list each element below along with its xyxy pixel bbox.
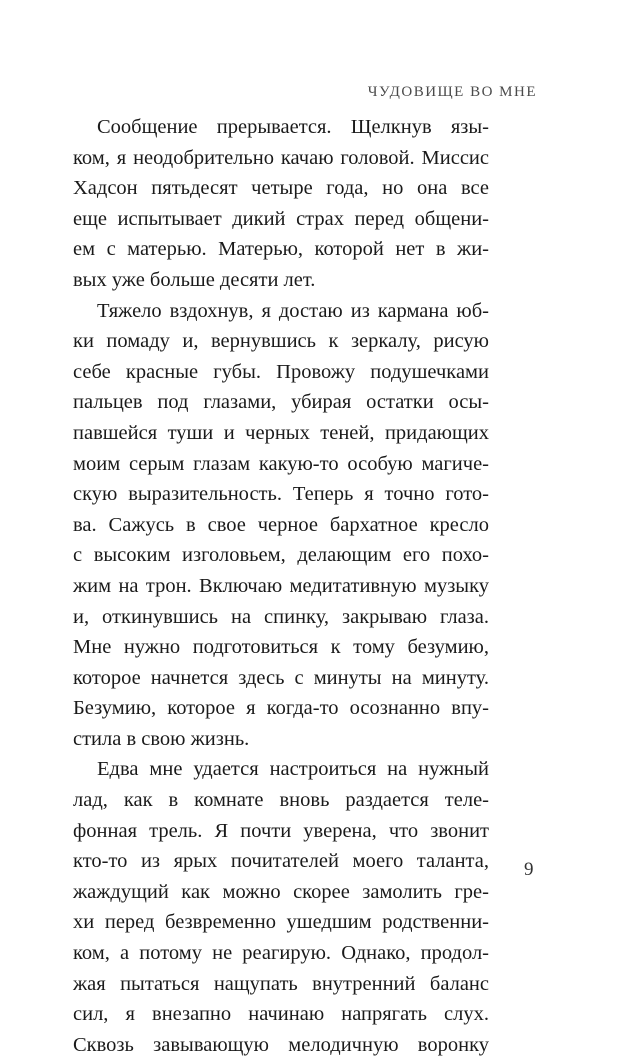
text-line: жаждущий как можно скорее замолить гре-	[73, 880, 489, 903]
text-line: Едва мне удается настроиться на нужный	[97, 758, 489, 781]
text-line: Тяжело вздохнув, я достаю из кармана юб-	[97, 299, 489, 322]
text-line: лад, как в комнате вновь раздается теле-	[73, 789, 489, 812]
text-line: ем с матерью. Матерью, которой нет в жи-	[73, 238, 489, 261]
text-line: моим серым глазам какую-то особую магиче-	[73, 452, 489, 475]
text-line: ва. Сажусь в свое черное бархатное кресло	[73, 513, 489, 536]
text-line: жая пытаться нащупать внутренний баланс	[73, 972, 489, 995]
text-line: хи перед безвременно ушедшим родственни-	[73, 911, 489, 934]
text-line: Хадсон пятьдесят четыре года, но она все	[73, 177, 489, 200]
text-line: ком, я неодобрительно качаю головой. Миссис	[73, 146, 489, 169]
text-line: себе красные губы. Провожу подушечками	[73, 360, 489, 383]
text-line: Безумию, которое я когда-то осознанно впу-	[73, 697, 489, 720]
text-line: жим на трон. Включаю медитативную музыку	[73, 574, 489, 597]
text-line: которое начнется здесь с минуты на минуту.	[73, 666, 489, 689]
text-line: фонная трель. Я почти уверена, что звонит	[73, 819, 489, 842]
text-line: еще испытывает дикий страх перед общени-	[73, 207, 489, 230]
text-line: стила в свою жизнь.	[73, 727, 250, 750]
text-line: вых уже больше десяти лет.	[73, 268, 316, 291]
page-number: 9	[524, 859, 534, 880]
text-line: и, откинувшись на спинку, закрываю глаза.	[73, 605, 489, 628]
text-line: Мне нужно подготовиться к тому безумию,	[73, 636, 489, 659]
text-line: павшейся туши и черных теней, придающих	[73, 421, 489, 444]
text-line: с высоким изголовьем, делающим его похо-	[73, 544, 489, 567]
text-line: сил, я внезапно начинаю напрягать слух.	[73, 1003, 489, 1026]
running-head: ЧУДОВИЩЕ ВО МНЕ	[367, 84, 537, 100]
text-line: пальцев под глазами, убирая остатки осы-	[73, 391, 489, 414]
text-line: кто-то из ярых почитателей моего таланта,	[73, 850, 489, 873]
text-line: Сообщение прерывается. Щелкнув язы-	[97, 116, 489, 138]
body-text	[73, 112, 489, 1060]
text-line: Сквозь завывающую мелодичную воронку	[73, 1033, 489, 1056]
text-line: ком, а потому не реагирую. Однако, продол-	[73, 942, 489, 965]
text-line: скую выразительность. Теперь я точно гото-	[73, 483, 489, 506]
text-line: ки помаду и, вернувшись к зеркалу, рисую	[73, 330, 489, 353]
